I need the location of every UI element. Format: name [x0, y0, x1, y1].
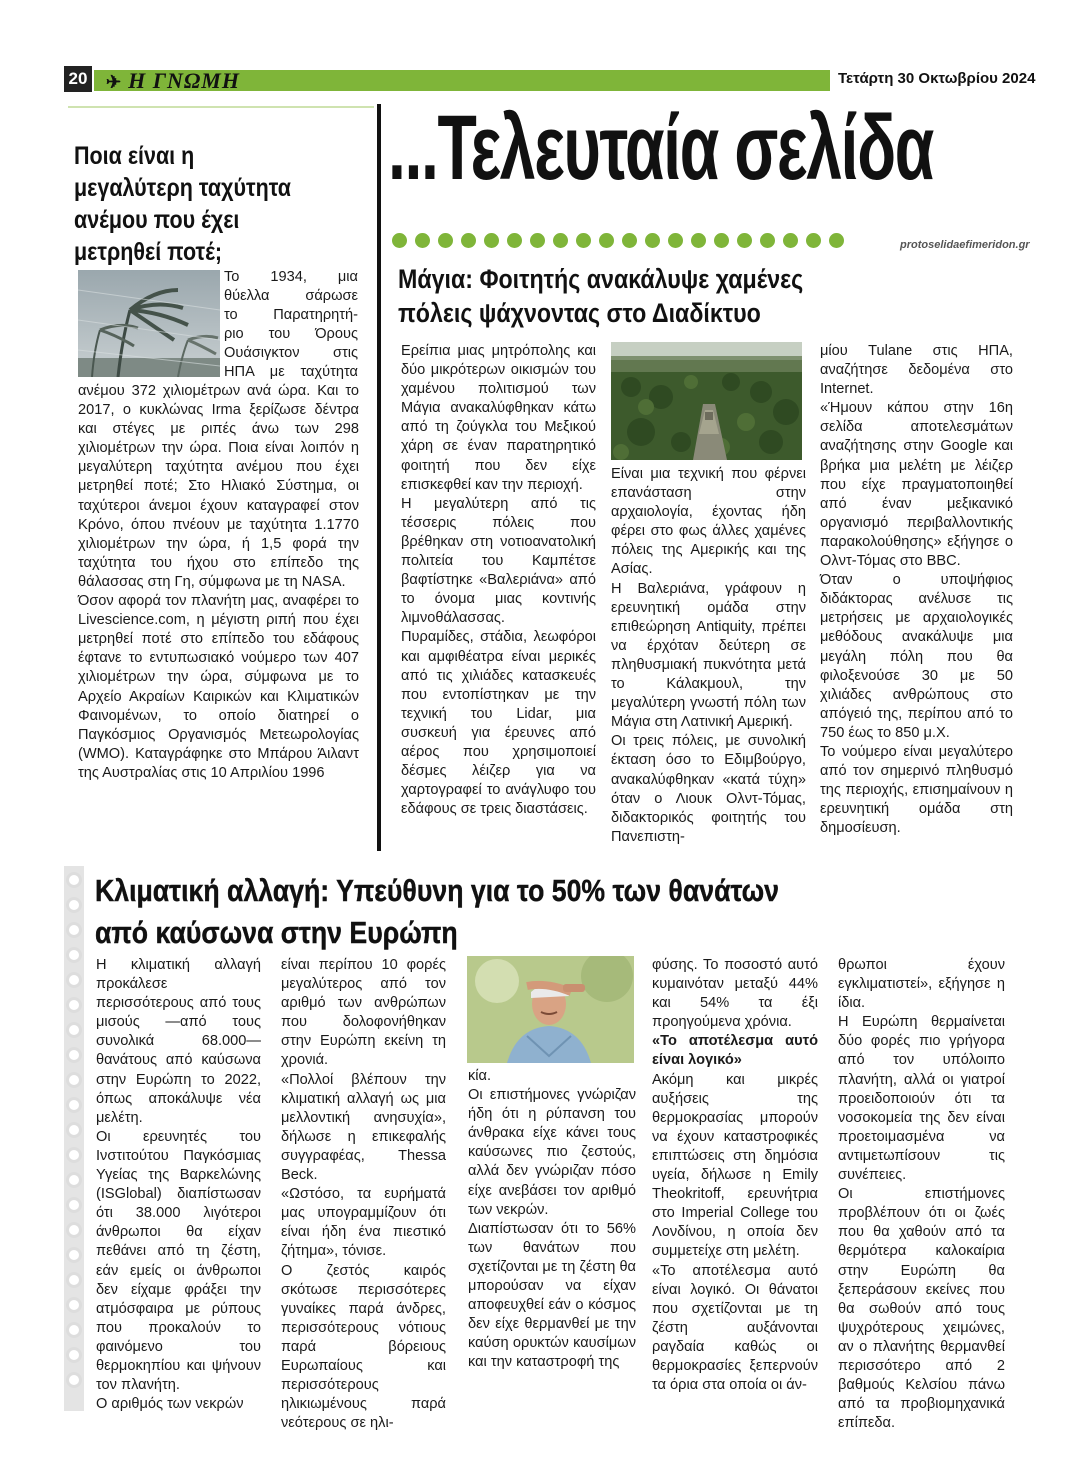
circle — [66, 1297, 82, 1313]
dot — [461, 233, 476, 248]
dot — [415, 233, 430, 248]
intro-line: Ουάσιγκτον στις — [224, 345, 358, 362]
circle — [66, 1122, 82, 1138]
dot — [392, 233, 407, 248]
circle — [66, 1072, 82, 1088]
headline-line: ανέμου που έχει — [74, 206, 240, 234]
paragraph: «Το αποτέλεσμα αυτό είναι λογικό. Οι θάνατοι που σχετίζονται με τη ζέστη αυξάνονται ραγδαία καθώς οι θερμοκρασίες ξεπερνούν τα όρια στα οποία οι άν- — [652, 1262, 818, 1394]
circle — [66, 1147, 82, 1163]
dots-divider — [392, 232, 892, 252]
paragraph: φύσης. Το ποσοστό αυτό κυμαινόταν μεταξύ 44% και 54% τα έξι προηγούμενα χρόνια. — [652, 957, 818, 1031]
dot — [507, 233, 522, 248]
paragraph: Ακόμη και μικρές αυξήσεις της θερμοκρασίας μπορούν να έχουν καταστροφικές επιπτώσεις στη δημόσια υγεία, δήλωσε η Emily Theokritoff, ερευνήτρια στο Imperial College του Λονδίνου, η οποία δεν συμμετείχε στη μελέτη. — [652, 1071, 818, 1260]
paragraph: Όταν ο υποψήφιος διδάκτορας ανέλυσε τις μετρήσεις με αρχαιολογικές μεθόδους ανακάλυψε μια μεγάλη πόλη που θα φιλοξενούσε 30 με 50 χιλιάδες ανθρώπους στο απόγειό της, περίπου από το 750 έως το 850 μ.Χ. — [820, 572, 1013, 741]
jungle-pyramid-image — [611, 342, 802, 460]
circle — [66, 1247, 82, 1263]
circle — [66, 1272, 82, 1288]
paragraph: θρωποι έχουν εγκλιματιστεί», εξήγησε η ίδια. — [838, 957, 1005, 1012]
paragraph: Οι τρεις πόλεις, με συνολική έκταση όσο το Εδιμβούργο, ανακαλύφθηκαν «κατά τύχη» όταν ο Λιουκ Ολντ-Τόμας, διδακτορικός φοιτητής του Πανεπιστη- — [611, 733, 806, 845]
subheading: «Το αποτέλεσμα αυτό είναι λογικό» — [652, 1033, 818, 1069]
climate-col-3 — [468, 1067, 636, 1373]
circle — [66, 1172, 82, 1188]
intro-line: το Παρατηρητή- — [224, 307, 358, 324]
paragraph: Διαπίστωσαν ότι το 56% των θανάτων που σχετίζονται με τη ζέστη θα μπορούσαν να είχαν αποφευχθεί εάν ο κόσμος δεν είχε θερμανθεί με την καύση ορυκτών καυσίμων και την καταστροφή της — [468, 1220, 636, 1371]
climate-col-4 — [652, 956, 818, 1395]
dot — [691, 233, 706, 248]
paragraph: Ο ζεστός καιρός σκότωσε περισσότερες γυναίκες παρά άνδρες, περισσότερους νότιους παρά βόρειους Ευρωπαίους και περισσότερους ηλικιωμένους παρά νεότερους σε ηλι- — [281, 1262, 446, 1432]
intro-line: θύελλα σάρωσε — [224, 288, 358, 305]
newspaper-logo — [106, 68, 240, 94]
headline-line: από καύσωνα στην Ευρώπη — [95, 915, 458, 950]
headline-line: Ποια είναι η — [74, 142, 195, 170]
paragraph: «Ήμουν κάπου στην 16η σελίδα αποτελεσμάτων αναζήτησης στην Google και βρήκα μια μελέτη με λέιζερ που είχε πραγματοποιηθεί από έναν μεξικανικό οργανισμό περιβαλλοντικής παρακολούθησης» εξήγησε ο Ολντ-Τόμας στο BBC. — [820, 400, 1013, 570]
circle — [66, 972, 82, 988]
decorative-circles — [66, 872, 90, 1417]
page-number: 20 — [64, 66, 92, 92]
headline-line: Κλιματική αλλαγή: Υπεύθυνη για το 50% των θανάτων — [95, 873, 779, 908]
circle — [66, 1372, 82, 1388]
column-rule — [377, 104, 381, 851]
bird-icon: ✈ — [106, 72, 123, 92]
paragraph: κία. — [468, 1068, 492, 1084]
storm-photo — [78, 270, 220, 377]
dot — [668, 233, 683, 248]
paragraph: Είναι μια τεχνική που φέρνει επανάσταση στην αρχαιολογία, έχοντας ήδη φέρει στο φως άλλες χαμένες πόλεις της Αμερικής και της Ασίας. — [611, 466, 806, 578]
paragraph: είναι περίπου 10 φορές μεγαλύτερος από τον αριθμό των ανθρώπων που δολοφονήθηκαν στην Ευρώπη εκείνη τη χρονιά. — [281, 957, 446, 1069]
headline-line: μετρηθεί ποτέ; — [74, 238, 223, 266]
circle — [66, 1197, 82, 1213]
circle — [66, 897, 82, 913]
paragraph: Οι ερευνητές του Ινστιτούτου Παγκόσμιας Υγείας της Βαρκελώνης (ISGlobal) διαπίστωσαν ότι 38.000 λιγότεροι άνθρωποι θα είχαν πεθάνει από τη ζέστη, εάν εμείς οι άνθρωποι δεν είχαμε φράξει την ατμόσφαιρα με ρύπους που προκαλούν το φαινόμενο του θερμοκηπίου και ψήνουν τον πλανήτη. — [96, 1128, 261, 1394]
dot — [484, 233, 499, 248]
circle — [66, 1097, 82, 1113]
climate-col-1 — [96, 956, 261, 1414]
circle — [66, 947, 82, 963]
paragraph: Οι επιστήμονες γνώριζαν ήδη ότι η ρύπανση του άνθρακα είχε κάνει τους καύσωνες πιο ζεστούς, αλλά δεν γνώριζαν πόσο είχε ανεβάσει τον αριθμό των νεκρών. — [468, 1087, 636, 1218]
dot — [806, 233, 821, 248]
intro-line: ΗΠΑ με ταχύτητα — [224, 364, 358, 381]
dot — [576, 233, 591, 248]
circle — [66, 1222, 82, 1238]
maya-col-3 — [820, 342, 1013, 838]
headline-line: πόλεις ψάχνοντας στο Διαδίκτυο — [398, 298, 761, 328]
paragraph: «Πολλοί βλέπουν την κλιματική αλλαγή ως μια μελλοντική ανησυχία», δήλωσε η επικεφαλής συγγραφέας, Thessa Beck. — [281, 1071, 446, 1184]
climate-col-5 — [838, 956, 1005, 1433]
paragraph: Η μεγαλύτερη από τις τέσσερις πόλεις που βρέθηκαν στη νοτιοανατολική πολιτεία του Καμπέτσε βαφτίστηκε «Βαλεριάνα» από το όνομα μιας κοντινής λιμνοθάλασσας. — [401, 495, 596, 627]
circle — [66, 1047, 82, 1063]
jungle-photo — [611, 342, 802, 460]
dot — [737, 233, 752, 248]
paragraph: Πυραμίδες, στάδια, λεωφόροι και αμφιθέατρα είναι μερικές από τις χιλιάδες κατασκευές που εντοπίστηκαν με την τεχνική του Lidar, μια συσκευή για έρευνες από αέρος που χρησιμοποιεί δέσμες λέιζερ για να χαρτογραφεί το ανάγλυφο του εδάφους σε τρεις διαστάσεις. — [401, 629, 596, 818]
maya-col-1 — [401, 342, 596, 819]
climate-headline — [95, 870, 1015, 954]
maya-col-2 — [611, 465, 806, 847]
heat-man-photo — [467, 956, 634, 1063]
circle — [66, 1322, 82, 1338]
divider — [68, 106, 374, 108]
paragraph: Ερείπια μιας μητρόπολης και δύο μικρότερων οικισμών του χαμένου πολιτισμού των Μάγια ανακαλύφθηκαν κάτω από τη ζούγκλα του Μεξικού χάρη σε έναν παρατηρητικό φοιτητή που δεν είχε επισκεφθεί καν την περιοχή. — [401, 343, 596, 493]
dot — [622, 233, 637, 248]
dot — [438, 233, 453, 248]
headline-line: Μάγια: Φοιτητής ανακάλυψε χαμένες — [398, 264, 804, 294]
man-in-heat-image — [467, 956, 634, 1063]
paragraph: Οι επιστήμονες προβλέπουν ότι οι ζωές που θα χαθούν από τα θερμότερα καλοκαίρια στην Ευρώπη θα ξεπεράσουν εκείνες που θα σωθούν από τους ψυχρότερους χειμώνες, αν ο πλανήτης θερμανθεί περισσότερο από 2 βαθμούς Κελσίου πάνω από τα προβιομηχανικά επίπεδα. — [838, 1186, 1005, 1432]
intro-line: ριο του Όρους — [224, 326, 358, 343]
paragraph: Ο αριθμός των νεκρών — [96, 1396, 244, 1413]
intro-line: Το 1934, μια — [224, 269, 358, 285]
climate-col-2 — [281, 956, 446, 1433]
dot — [645, 233, 660, 248]
dot — [760, 233, 775, 248]
dot — [553, 233, 568, 248]
section-title: ...Τελευταία σελίδα — [388, 97, 933, 199]
dot — [783, 233, 798, 248]
paragraph: Η κλιματική αλλαγή προκάλεσε περισσότερους από τους μισούς —από τους συνολικά 68.000— θανάτους από καύσωνα στην Ευρώπη το 2022, όπως αποκάλυψε νέα μελέτη. — [96, 957, 261, 1126]
dot — [530, 233, 545, 248]
paragraph: Η Ευρώπη θερμαίνεται δύο φορές πιο γρήγορα από τον υπόλοιπο πλανήτη, αλλά οι γιατροί προειδοποιούν ότι τα νοσοκομεία της δεν είναι προετοιμασμένα να αντιμετωπίσουν τις συνέπειες. — [838, 1014, 1005, 1184]
circle — [66, 1022, 82, 1038]
wind-body — [78, 382, 359, 783]
source-credit: protoselidaefimeridon.gr — [900, 239, 1030, 251]
circle — [66, 872, 82, 888]
paragraph: ανέμου 372 χιλιομέτρων ανά ώρα. Και το 2017, ο κυκλώνας Irma ξερίζωσε δέντρα και στέγες με ριπές άνω των 298 χιλιομέτρων την ώρα. Ποια είναι λοιπόν η μεγαλύτερη ταχύτητα ανέμου που έχει μετρηθεί ποτέ; Στο Ηλιακό Σύστημα, οι ταχύτεροι άνεμοι έχουν καταγραφεί στον Κρόνο, όπου πνέουν με ταχύτητα 1.1770 χιλιομέτρων την ώρα, ή 1,5 φορά την ταχύτητα του ήχου στο επίπεδο της θάλασσας στη Γη, σύμφωνα με τη NASA. — [78, 383, 359, 590]
dot — [714, 233, 729, 248]
issue-date: Τετάρτη 30 Οκτωβρίου 2024 — [830, 66, 1035, 92]
dot — [599, 233, 614, 248]
logo-text: Η ΓΝΩΜΗ — [128, 68, 240, 93]
wind-headline — [74, 140, 374, 268]
maya-headline — [398, 262, 998, 330]
paragraph: Η Βαλεριάνα, γράφουν η ερευνητική ομάδα στην επιθεώρηση Antiquity, πρέπει να έρχόταν δεύτερη σε πληθυσμιακή πυκνότητα μετά το Κάλακμουλ, την μεγαλύτερη γνωστή πόλη των Μάγια στη Λατινική Αμερική. — [611, 580, 806, 731]
headline-line: μεγαλύτερη ταχύτητα — [74, 174, 291, 202]
paragraph: Όσον αφορά τον πλανήτη μας, αναφέρει το Livescience.com, η μέγιστη ριπή που έχει μετρηθεί ποτέ στο επίπεδο του εδάφους έφτανε το εντυπωσιακό νούμερο των 407 χιλιομέτρων την ώρα, σύμφωνα με το Αρχείο Ακραίων Καιρικών και Κλιματικών Φαινομένων, το οποίο διατηρεί ο Παγκόσμιος Οργανισμός Μετεωρολογίας (WMO). Καταγράφηκε στο Μπάρου Άιλαντ της Αυστραλίας στις 10 Απριλίου 1996 — [78, 593, 359, 781]
paragraph: Το νούμερο είναι μεγαλύτερο από τον σημερινό πληθυσμό της περιοχής, επισημαίνουν η ερευνητική ομάδα στη δημοσίευση. — [820, 743, 1013, 837]
paragraph: μίου Tulane στις ΗΠΑ, αναζήτησε δεδομένα στο Internet. — [820, 343, 1013, 398]
paragraph: «Ωστόσο, τα ευρήματά μας υπογραμμίζουν ότι είναι ήδη ένα πιεστικό ζήτημα», τόνισε. — [281, 1186, 446, 1260]
dot — [829, 233, 844, 248]
circle — [66, 922, 82, 938]
circle — [66, 1347, 82, 1363]
palm-trees-storm-image — [78, 270, 220, 377]
wind-intro — [224, 268, 358, 383]
circle — [66, 997, 82, 1013]
